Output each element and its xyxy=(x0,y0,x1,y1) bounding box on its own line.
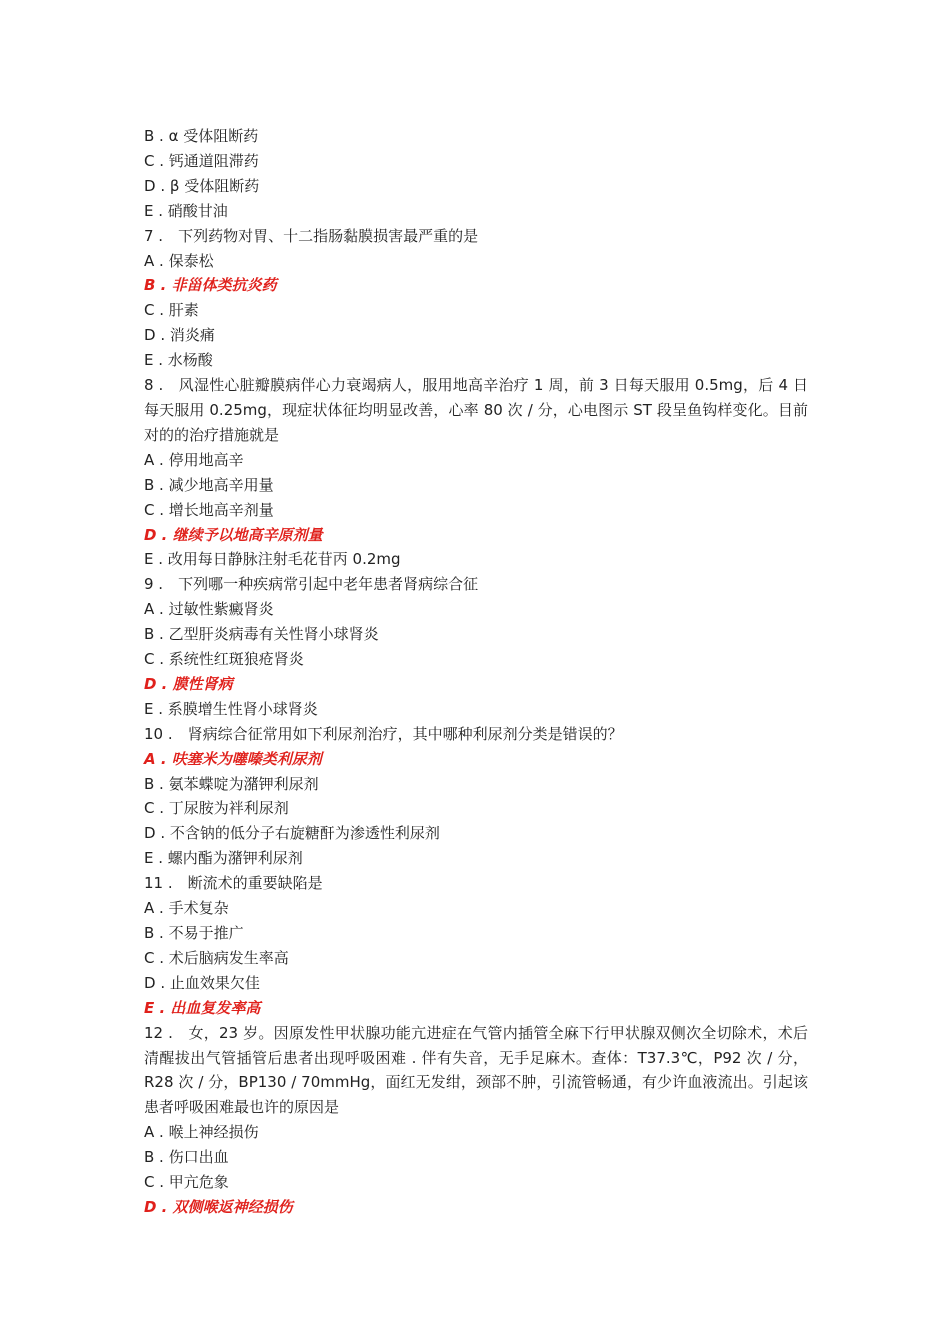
answer-option: E . 改用每日静脉注射毛花苷丙 0.2mg xyxy=(144,550,401,569)
question-stem: 10 . 肾病综合征常用如下利尿剂治疗，其中哪种利尿剂分类是错误的？ xyxy=(144,724,623,743)
answer-option: A . 停用地高辛 xyxy=(144,450,244,469)
answer-option: A . 喉上神经损伤 xyxy=(144,1123,259,1142)
question-stem: 12 . 女，23 岁。因原发性甲状腺功能亢进症在气管内插管全麻下行甲状腺双侧次全切除术，术后清醒拔出气管插管后患者出现呼吸困难 . 伴有失音，无手足麻木。查体：T37.3℃，P92 次 / 分，R28 次 / 分，BP130 / 70mmHg，面红无发绀，颈部不肿，引流管畅通，有少许血液流出。引起该患者呼吸困难最也许的原因是 xyxy=(144,1023,808,1117)
correct-answer-option: D . 膜性肾病 xyxy=(144,674,233,693)
answer-option: E . 硝酸甘油 xyxy=(144,201,228,220)
answer-option: D . 止血效果欠佳 xyxy=(144,973,260,992)
answer-option: A . 过敏性紫癜肾炎 xyxy=(144,600,274,619)
answer-option: E . 螺内酯为潴钾利尿剂 xyxy=(144,849,303,868)
answer-option: D . 不含钠的低分子右旋糖酐为渗透性利尿剂 xyxy=(144,824,440,843)
answer-option: A . 手术复杂 xyxy=(144,899,229,918)
answer-option: B . 不易于推广 xyxy=(144,924,244,942)
answer-option: D . β 受体阻断药 xyxy=(144,176,260,195)
answer-option: B . 伤口出血 xyxy=(144,1148,229,1167)
answer-option: B . 乙型肝炎病毒有关性肾小球肾炎 xyxy=(144,625,379,644)
correct-answer-option: D . 双侧喉返神经损伤 xyxy=(144,1197,293,1216)
answer-option: C . 甲亢危象 xyxy=(144,1173,229,1192)
correct-answer-option: E . 出血复发率高 xyxy=(144,998,261,1017)
answer-option: B . α 受体阻断药 xyxy=(144,127,259,145)
document-body xyxy=(144,124,808,1220)
question-stem: 8 . 风湿性心脏瓣膜病伴心力衰竭病人，服用地高辛治疗 1 周，前 3 日每天服用 0.5mg，后 4 日每天服用 0.25mg，现症状体征均明显改善，心率 80 次 / 分，心电图示 ST 段呈鱼钩样变化。目前对的的治疗措施就是 xyxy=(144,376,808,444)
question-stem: 7 . 下列药物对胃、十二指肠黏膜损害最严重的是 xyxy=(144,226,479,245)
answer-option: C . 术后脑病发生率高 xyxy=(144,948,289,967)
answer-option: C . 增长地高辛剂量 xyxy=(144,500,274,519)
answer-option: C . 丁尿胺为袢利尿剂 xyxy=(144,799,289,818)
question-stem: 9 . 下列哪一种疾病常引起中老年患者肾病综合征 xyxy=(144,575,479,594)
answer-option: B . 减少地高辛用量 xyxy=(144,475,274,494)
answer-option: C . 钙通道阻滞药 xyxy=(144,151,259,170)
answer-option: B . 氨苯蝶啶为潴钾利尿剂 xyxy=(144,774,319,793)
answer-option: E . 系膜增生性肾小球肾炎 xyxy=(144,699,318,718)
correct-answer-option: D . 继续予以地高辛原剂量 xyxy=(144,525,323,544)
answer-option: D . 消炎痛 xyxy=(144,326,215,345)
correct-answer-option: B . 非甾体类抗炎药 xyxy=(144,276,277,295)
answer-option: C . 系统性红斑狼疮肾炎 xyxy=(144,650,304,669)
question-stem: 11 . 断流术的重要缺陷是 xyxy=(144,874,323,893)
correct-answer-option: A . 呋塞米为噻嗪类利尿剂 xyxy=(144,749,322,768)
answer-option: C . 肝素 xyxy=(144,301,199,320)
answer-option: A . 保泰松 xyxy=(144,251,214,270)
answer-option: E . 水杨酸 xyxy=(144,351,213,370)
